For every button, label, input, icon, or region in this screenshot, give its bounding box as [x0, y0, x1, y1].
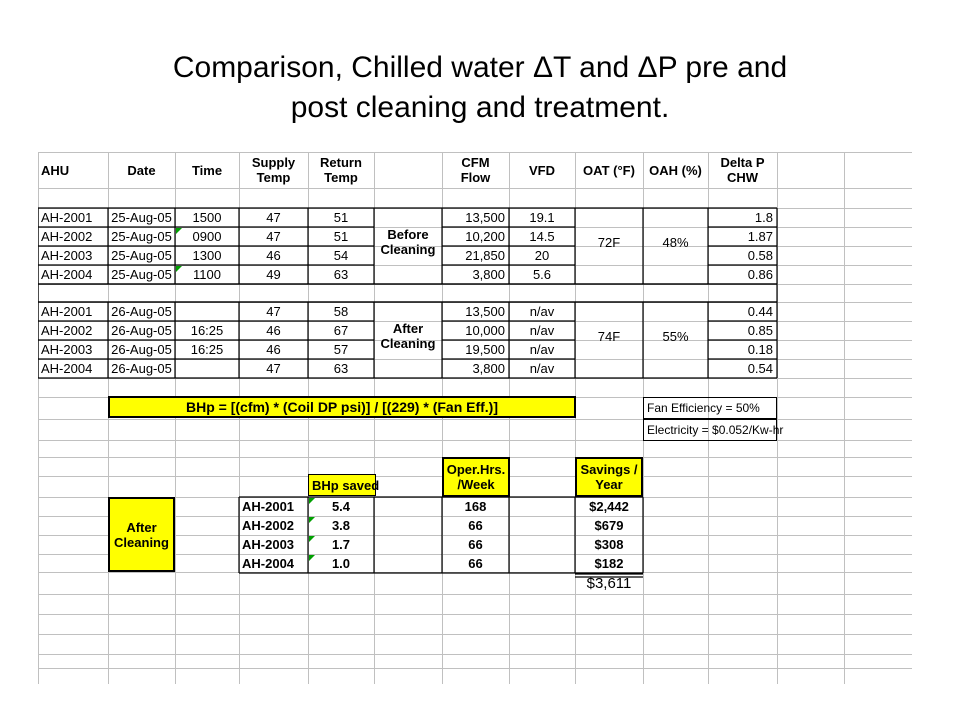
error-marker-icon — [176, 228, 182, 234]
ahu-cell: AH-2001 — [41, 210, 93, 225]
after-cleaning-label — [374, 302, 442, 370]
before-label-line1: Before — [387, 227, 429, 242]
time-cell: 1100 — [193, 267, 221, 282]
delta-p-cell: 1.87 — [747, 229, 773, 244]
vfd-cell: n/av — [529, 361, 555, 376]
ahu-cell: AH-2003 — [41, 342, 93, 357]
delta-p-cell: 0.85 — [747, 323, 773, 338]
before-cleaning-label — [374, 208, 442, 276]
savings-total: $3,611 — [586, 574, 632, 592]
savings-after-cleaning-label — [108, 497, 175, 572]
bhp-formula: BHp = [(cfm) * (Coil DP psi)] / [(229) * (Fan Eff.)] — [108, 396, 576, 418]
savings-cell: $308 — [594, 537, 624, 552]
vfd-cell: 20 — [534, 248, 550, 263]
header-supply-line1: Supply — [251, 155, 296, 170]
ahu-cell: AH-2001 — [41, 304, 93, 319]
header-vfd: VFD — [529, 162, 555, 178]
delta-p-cell: 1.8 — [754, 210, 773, 225]
ahu-cell: AH-2002 — [41, 323, 93, 338]
vfd-cell: n/av — [529, 304, 555, 319]
time-cell: 16:25 — [190, 323, 224, 338]
return-temp-cell: 57 — [333, 342, 349, 357]
time-cell: 1500 — [192, 210, 222, 225]
ahu-cell: AH-2003 — [41, 248, 93, 263]
return-temp-cell: 54 — [333, 248, 349, 263]
spreadsheet — [38, 152, 912, 684]
header-return-temp — [308, 152, 374, 188]
bhp-saved-header: BHp saved — [308, 474, 376, 496]
time-cell: 0900 — [192, 229, 222, 244]
supply-temp-cell: 46 — [266, 323, 281, 338]
header-cfm-flow — [442, 152, 509, 188]
savings-ahu-cell: AH-2001 — [242, 499, 295, 514]
oper-hours-cell: 66 — [468, 537, 483, 552]
return-temp-cell: 63 — [333, 361, 349, 376]
cfm-flow-cell: 10,200 — [465, 229, 505, 244]
error-marker-icon — [309, 536, 315, 542]
cfm-flow-cell: 3,800 — [472, 267, 505, 282]
supply-temp-cell: 46 — [266, 248, 281, 263]
header-oat: OAT (°F) — [583, 162, 635, 178]
supply-temp-cell: 49 — [266, 267, 281, 282]
savings-ahu-cell: AH-2004 — [242, 556, 295, 571]
header-oah: OAH (%) — [649, 162, 702, 178]
header-return-line1: Return — [320, 155, 362, 170]
header-ahu: AHU — [41, 162, 70, 178]
supply-temp-cell: 47 — [266, 304, 281, 319]
cfm-flow-cell: 10,000 — [465, 323, 505, 338]
header-delta-p — [708, 152, 777, 188]
header-supply-temp — [239, 152, 308, 188]
oper-hours-cell: 168 — [464, 499, 487, 514]
delta-p-cell: 0.18 — [747, 342, 773, 357]
date-cell: 25-Aug-05 — [111, 248, 172, 263]
time-cell — [175, 302, 239, 321]
supply-temp-cell: 46 — [266, 342, 281, 357]
savings-header-line2: Year — [595, 477, 623, 492]
oper-hours-cell: 66 — [468, 518, 483, 533]
cfm-flow-cell: 19,500 — [465, 342, 505, 357]
supply-temp-cell: 47 — [266, 361, 281, 376]
header-date: Date — [127, 162, 156, 178]
time-cell: 1300 — [192, 248, 222, 263]
date-cell: 25-Aug-05 — [111, 210, 172, 225]
electricity-rate: Electricity = $0.052/Kw-hr — [643, 419, 777, 441]
title-line-2: post cleaning and treatment. — [290, 91, 670, 124]
savings-cell: $2,442 — [589, 499, 629, 514]
vfd-cell: n/av — [529, 342, 555, 357]
delta-p-cell: 0.54 — [747, 361, 773, 376]
date-cell: 26-Aug-05 — [111, 304, 172, 319]
bhp-saved-cell: 1.7 — [331, 537, 351, 552]
oper-hours-cell: 66 — [468, 556, 483, 571]
savings-cell: $679 — [594, 518, 624, 533]
delta-p-cell: 0.44 — [747, 304, 773, 319]
savings-year-header — [575, 457, 643, 497]
after-label-line2: Cleaning — [380, 336, 436, 351]
header-cfm-line2: Flow — [460, 170, 491, 185]
supply-temp-cell: 47 — [266, 210, 281, 225]
bhp-saved-cell: 3.8 — [331, 518, 351, 533]
after-label-line1: After — [392, 321, 424, 336]
time-cell: 16:25 — [190, 342, 224, 357]
return-temp-cell: 67 — [333, 323, 349, 338]
savings-ahu-cell: AH-2002 — [242, 518, 295, 533]
cfm-flow-cell: 3,800 — [472, 361, 505, 376]
title-line-1: Comparison, Chilled water ΔT and ΔP pre and — [172, 51, 788, 84]
bhp-saved-cell: 5.4 — [331, 499, 351, 514]
header-cfm-line1: CFM — [461, 155, 490, 170]
slide-title — [40, 48, 920, 128]
vfd-cell: 14.5 — [529, 229, 555, 244]
header-dp-line2: CHW — [726, 170, 759, 185]
ahu-cell: AH-2002 — [41, 229, 93, 244]
before-label-line2: Cleaning — [380, 242, 436, 257]
return-temp-cell: 58 — [333, 304, 349, 319]
header-return-line2: Temp — [324, 170, 358, 185]
before-oah: 48% — [662, 234, 689, 250]
delta-p-cell: 0.58 — [747, 248, 773, 263]
fan-efficiency: Fan Efficiency = 50% — [643, 397, 777, 419]
savings-label-line2: Cleaning — [114, 534, 169, 550]
error-marker-icon — [309, 555, 315, 561]
savings-label-line1: After — [126, 519, 157, 535]
delta-p-cell: 0.86 — [747, 267, 773, 282]
return-temp-cell: 51 — [333, 210, 349, 225]
return-temp-cell: 63 — [333, 267, 349, 282]
bhp-saved-cell: 1.0 — [331, 556, 351, 571]
cfm-flow-cell: 13,500 — [465, 210, 505, 225]
header-time: Time — [191, 162, 223, 178]
savings-header-line1: Savings / — [580, 462, 638, 477]
header-supply-line2: Temp — [256, 170, 291, 185]
ahu-cell: AH-2004 — [41, 267, 93, 282]
error-marker-icon — [176, 266, 182, 272]
cfm-flow-cell: 21,850 — [465, 248, 505, 263]
header-dp-line1: Delta P — [720, 155, 765, 170]
before-oat: 72F — [597, 234, 621, 250]
date-cell: 26-Aug-05 — [111, 342, 172, 357]
return-temp-cell: 51 — [333, 229, 349, 244]
date-cell: 26-Aug-05 — [111, 323, 172, 338]
vfd-cell: n/av — [529, 323, 555, 338]
error-marker-icon — [309, 517, 315, 523]
oper-header-line2: /Week — [457, 477, 495, 492]
ahu-cell: AH-2004 — [41, 361, 93, 376]
date-cell: 26-Aug-05 — [111, 361, 172, 376]
time-cell — [175, 359, 239, 378]
date-cell: 25-Aug-05 — [111, 229, 172, 244]
error-marker-icon — [309, 498, 315, 504]
supply-temp-cell: 47 — [266, 229, 281, 244]
cfm-flow-cell: 13,500 — [465, 304, 505, 319]
vfd-cell: 5.6 — [532, 267, 552, 282]
date-cell: 25-Aug-05 — [111, 267, 172, 282]
savings-ahu-cell: AH-2003 — [242, 537, 295, 552]
oper-header-line1: Oper.Hrs. — [446, 462, 506, 477]
savings-cell: $182 — [594, 556, 624, 571]
after-oat: 74F — [597, 328, 621, 344]
after-oah: 55% — [662, 328, 689, 344]
vfd-cell: 19.1 — [529, 210, 555, 225]
oper-hours-header — [442, 457, 510, 497]
